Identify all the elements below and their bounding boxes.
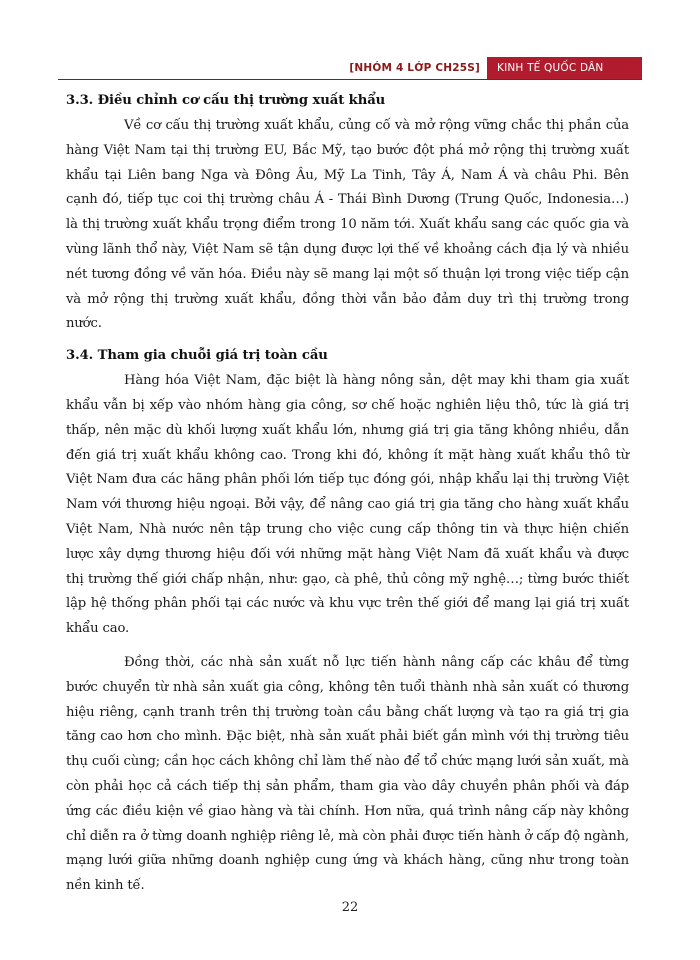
header-school-label: KINH TẾ QUỐC DÂN [487, 57, 642, 79]
header-group [349, 57, 642, 79]
page-header [0, 57, 700, 79]
section-3-4-paragraph-2: Đồng thời, các nhà sản xuất nỗ lực tiến hành nâng cấp các khâu để từng bước chuyển từ nhà sản xuất gia công, không tên tuổi thành nhà sản xuất có thương hiệu riêng, cạnh tranh trên thị trường toàn cầu bằng chất lượng và tạo ra giá trị gia tăng cao hơn cho mình. Đặc biệt, nhà sản xuất phải biết gắn mình với thị trường tiêu thụ cuối cùng; cần học cách không chỉ làm thế nào để tổ chức mạng lưới sản xuất, mà còn phải học cả cách tiếp thị sản phẩm, tham gia vào dây chuyền phân phối và đáp ứng các điều kiện về giao hàng và tài chính. Hơn nữa, quá trình nâng cấp này không chỉ diễn ra ở từng doanh nghiệp riêng lẻ, mà còn phải được tiến hành ở cấp độ ngành, mạng lưới giữa những doanh nghiệp cung ứng và khách hàng, cũng như trong toàn nền kinh tế. [66, 654, 629, 894]
section-3-3-paragraph: Về cơ cấu thị trường xuất khẩu, củng cố và mở rộng vững chắc thị phần của hàng Việt Nam tại thị trường EU, Bắc Mỹ, tạo bước đột phá mở rộng thị trường xuất khẩu tại Liên bang Nga và Đông Âu, Mỹ La Tinh, Tây Á, Nam Á và châu Phi. Bên cạnh đó, tiếp tục coi thị trường châu Á - Thái Bình Dương (Trung Quốc, Indonesia…) là thị trường xuất khẩu trọng điểm trong 10 năm tới. Xuất khẩu sang các quốc gia và vùng lãnh thổ này, Việt Nam sẽ tận dụng được lợi thế về khoảng cách địa lý và nhiều nét tương đồng về văn hóa. Điều này sẽ mang lại một số thuận lợi trong việc tiếp cận và mở rộng thị trường xuất khẩu, đồng thời vẫn bảo đảm duy trì thị trường trong nước. [66, 118, 629, 332]
header-group-label: [NHÓM 4 LỚP CH25S] [349, 62, 480, 74]
section-heading-3-4: 3.4. Tham gia chuỗi giá trị toàn cầu [66, 348, 328, 364]
section-3-4-paragraph-1: Hàng hóa Việt Nam, đặc biệt là hàng nông sản, dệt may khi tham gia xuất khẩu vẫn bị xếp vào nhóm hàng gia công, sơ chế hoặc nghiên liệu thô, tức là giá trị thấp, nên mặc dù khối lượng xuất khẩu lớn, nhưng giá trị gia tăng không nhiều, dẫn đến giá trị xuất khẩu không cao. Trong khi đó, không ít mặt hàng xuất khẩu thô từ Việt Nam đưa các hãng phân phối lớn tiếp tục đóng gói, nhập khẩu lại thị trường Việt Nam với thương hiệu ngoại. Bởi vậy, để nâng cao giá trị gia tăng cho hàng xuất khẩu Việt Nam, Nhà nước nên tập trung cho việc cung cấp thông tin và thực hiện chiến lược xây dựng thương hiệu đối với những mặt hàng Việt Nam đã xuất khẩu và được thị trường thế giới chấp nhận, như: gạo, cà phê, thủ công mỹ nghệ…; từng bước thiết lập hệ thống phân phối tại các nước và khu vực trên thế giới để mang lại giá trị xuất khẩu cao. [66, 373, 629, 637]
section-heading-3-3: 3.3. Điều chỉnh cơ cấu thị trường xuất khẩu [66, 93, 386, 108]
header-rule [58, 79, 642, 80]
page-number: 22 [341, 900, 359, 915]
document-body [66, 93, 629, 899]
